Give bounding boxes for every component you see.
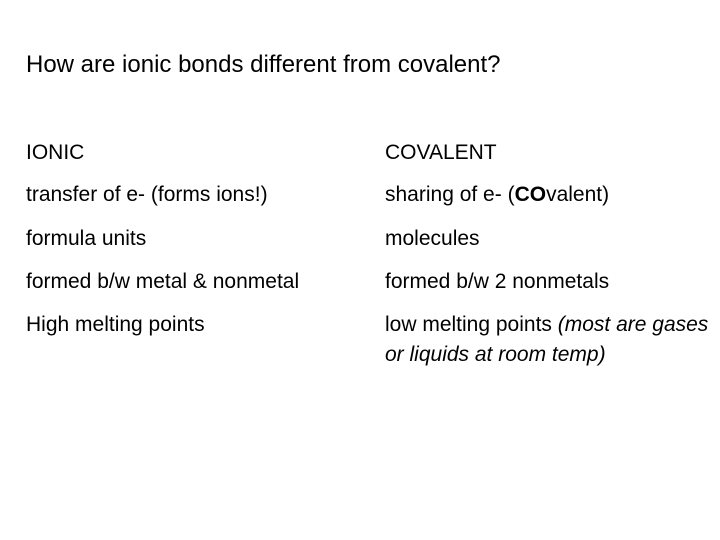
covalent-row-sharing-bold: CO	[514, 183, 547, 206]
covalent-heading: COVALENT	[385, 141, 497, 164]
ionic-heading: IONIC	[26, 141, 85, 164]
covalent-row-melting-italic: (most are gases or liquids at room temp)	[385, 313, 709, 366]
covalent-row-formed: formed b/w 2 nonmetals	[385, 270, 610, 293]
covalent-row-melting	[385, 310, 715, 370]
covalent-row-molecules: molecules	[385, 227, 480, 250]
ionic-row-transfer: transfer of e- (forms ions!)	[26, 183, 268, 206]
ionic-row-melting: High melting points	[26, 313, 205, 336]
ionic-row-formula-units: formula units	[26, 227, 147, 250]
covalent-row-sharing	[385, 180, 609, 210]
covalent-row-sharing-before: sharing of e- (	[385, 183, 515, 206]
covalent-row-melting-plain: low melting points	[385, 313, 558, 336]
slide-title: How are ionic bonds different from covalent?	[26, 51, 501, 78]
covalent-row-sharing-after: valent)	[546, 183, 610, 206]
ionic-row-formed: formed b/w metal & nonmetal	[26, 270, 300, 293]
